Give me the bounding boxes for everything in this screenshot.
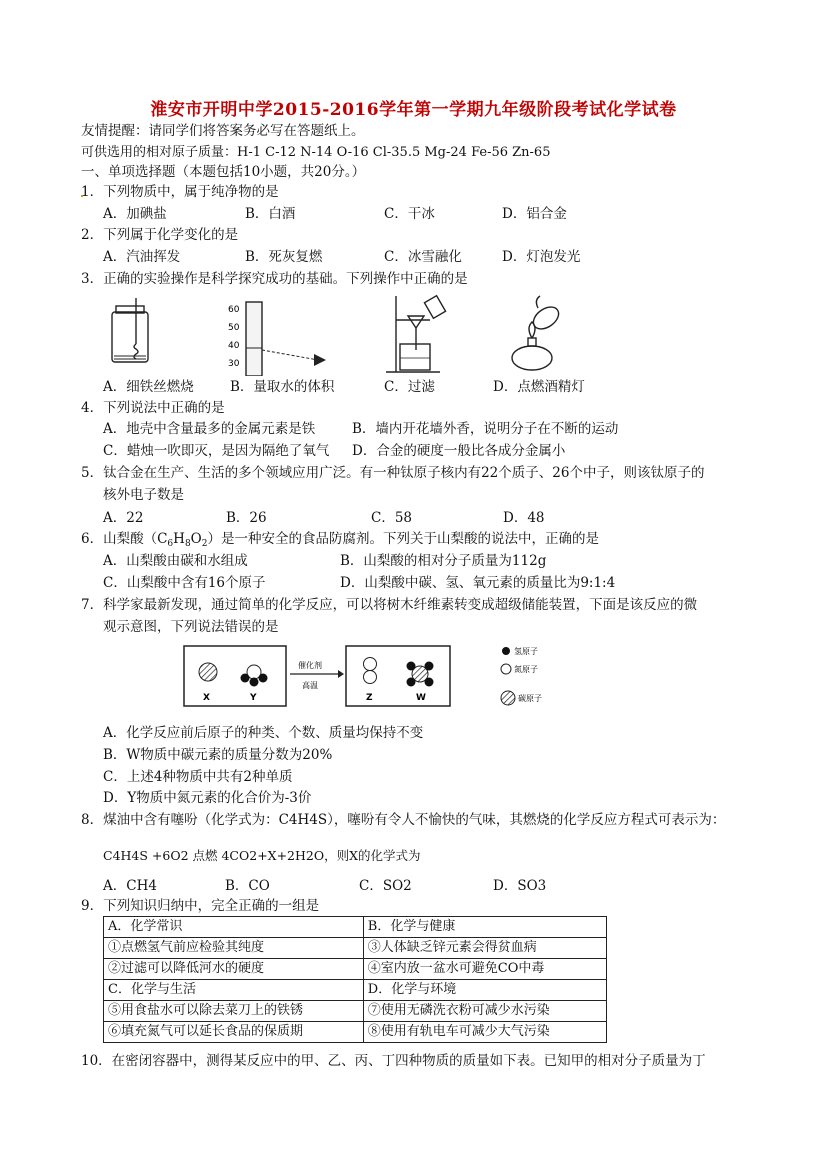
q4-option-c: C．蜡烛一吹即灭，是因为隔绝了氧气 [103, 443, 330, 459]
table-cell: ⑦使用无磷洗衣粉可减少水污染 [363, 1001, 606, 1022]
nitrogen-atom-z [364, 671, 377, 684]
q6-option-b: B．山梨酸的相对分子质量为112g [340, 553, 547, 569]
legend-nitrogen-label: 氮原子 [514, 665, 538, 674]
hydrogen-atom [425, 678, 434, 687]
q5-option-c: C．58 [371, 510, 413, 526]
q5-option-d: D．48 [503, 510, 545, 526]
q6-option-c: C．山梨酸中含有16个原子 [103, 575, 266, 591]
table-cell: D．化学与环境 [363, 980, 606, 1001]
table-cell: ⑥填充氮气可以延长食品的保质期 [104, 1022, 364, 1043]
q7-stem-2: 观示意图，下列说法错误的是 [103, 619, 279, 635]
table-cell: ⑧使用有轨电车可减少大气污染 [363, 1022, 606, 1043]
table-cell: ⑤用食盐水可以除去菜刀上的铁锈 [104, 1001, 364, 1022]
q2-option-a: A．汽油挥发 [103, 249, 181, 265]
q1-stem: 1．下列物质中，属于纯净物的是 [81, 184, 279, 200]
table-row [104, 938, 607, 959]
table-cell: ④室内放一盆水可避免CO中毒 [363, 959, 606, 980]
q4-option-d: D．合金的硬度一般比各成分金属小 [352, 443, 566, 459]
atomic-masses-line: 可供选用的相对原子质量：H-1 C-12 N-14 O-16 Cl-35.5 Mg-24 Fe-56 Zn-65 [81, 145, 551, 160]
q2-option-c: C．冰雪融化 [384, 249, 462, 265]
q8-option-c: C．SO2 [359, 878, 412, 894]
q7-option-a: A．化学反应前后原子的种类、个数、质量均保持不变 [103, 725, 424, 741]
q8-equation: C4H4S +6O2 点燃 4CO2+X+2H2O，则X的化学式为 [103, 848, 421, 863]
table-cell: B．化学与健康 [363, 917, 606, 938]
q10-stem: 10．在密闭容器中，测得某反应中的甲、乙、丙、丁四种物质的质量如下表。已知甲的相对分子质量为丁 [81, 1053, 706, 1069]
q7-reaction-diagram [180, 642, 580, 714]
legend-nitrogen-icon [501, 664, 511, 674]
q2-option-b: B．死灰复燃 [245, 249, 323, 265]
q8-option-d: D．SO3 [493, 878, 547, 894]
q8-stem: 8．煤油中含有噻吩（化学式为：C4H4S），噻吩有令人不愉快的气味，其燃烧的化学反应方程式可表示为： [81, 812, 726, 828]
q8-option-b: B．CO [225, 878, 270, 894]
table-row [104, 1001, 607, 1022]
q6-option-a: A．山梨酸由碳和水组成 [103, 553, 248, 569]
q3-option-b: B．量取水的体积 [230, 379, 335, 395]
products-box [346, 646, 450, 706]
q7-stem-1: 7．科学家最新发现，通过简单的化学反应，可以将树木纤维素转变成超级储能装置，下面是该反应的微 [81, 597, 698, 613]
legend-carbon-icon [501, 691, 515, 705]
q4-stem: 4．下列说法中正确的是 [81, 400, 225, 416]
hydrogen-atom [259, 674, 268, 683]
cylinder-tick-40: 40 [228, 341, 240, 351]
q4-option-a: A．地壳中含量最多的金属元素是铁 [103, 421, 316, 437]
q5-stem-1: 5．钛合金在生产、生活的多个领域应用广泛。有一种钛原子核内有22个质子、26个中子，则该钛原子的 [81, 465, 705, 481]
condition-label: 高温 [302, 681, 318, 690]
table-cell: A．化学常识 [104, 917, 364, 938]
q7-option-c: C．上述4种物质中共有2种单质 [103, 769, 293, 785]
section-heading: 一、单项选择题（本题包括10小题，共20分。） [81, 164, 366, 180]
table-cell: ①点燃氢气前应检验其纯度 [104, 938, 364, 959]
catalyst-label: 催化剂 [298, 661, 322, 670]
q2-option-d: D．灯泡发光 [502, 249, 581, 265]
table-cell: C．化学与生活 [104, 980, 364, 1001]
legend-hydrogen-label: 氢原子 [514, 647, 538, 656]
q8-option-a: A．CH4 [103, 878, 157, 894]
iron-wire-combustion-figure [112, 298, 148, 362]
table-row [104, 980, 607, 1001]
q1-option-a: A．加碘盐 [103, 206, 167, 222]
table-cell: ③人体缺乏锌元素会得贫血病 [363, 938, 606, 959]
q5-option-b: B．26 [226, 510, 267, 526]
q1-option-d: D．铝合金 [502, 206, 567, 222]
cylinder-tick-50: 50 [228, 323, 240, 333]
hydrogen-atom [425, 662, 434, 671]
alcohol-lamp-figure [512, 296, 563, 370]
q6-stem: 6．山梨酸$(C_6H_8O_2)$是一种安全的食品防腐剂。下列关于山梨酸的说法中，正确的是 [81, 531, 599, 549]
hydrogen-atom [250, 678, 259, 687]
q3-stem: 3．正确的实验操作是科学探究成功的基础。下列操作中正确的是 [81, 271, 468, 287]
label-w: W [416, 693, 426, 703]
q2-stem: 2．下列属于化学变化的是 [81, 227, 239, 243]
table-row [104, 1022, 607, 1043]
nitrogen-atom-z [364, 658, 377, 671]
q1-option-c: C．干冰 [384, 206, 435, 222]
table-row [104, 917, 607, 938]
table-cell: ②过滤可以降低河水的硬度 [104, 959, 364, 980]
q3-option-c: C．过滤 [384, 379, 435, 395]
legend-hydrogen-icon [502, 647, 510, 655]
hydrogen-atom [407, 662, 416, 671]
q7-option-b: B．W物质中碳元素的质量分数为20% [103, 747, 333, 763]
q5-stem-2: 核外电子数是 [103, 487, 184, 503]
knowledge-table [103, 916, 607, 1043]
cylinder-tick-30: 30 [228, 359, 240, 369]
q3-lab-figures [100, 292, 580, 376]
table-row [104, 959, 607, 980]
reactants-box [184, 646, 286, 706]
carbon-atom-x [199, 663, 217, 681]
q1-option-b: B．白酒 [245, 206, 296, 222]
q7-option-d: D．Y物质中氮元素的化合价为-3价 [103, 790, 312, 806]
label-z: Z [366, 693, 373, 703]
cylinder-tick-60: 60 [228, 305, 240, 315]
legend-carbon-label: 碳原子 [518, 694, 542, 703]
q5-option-a: A．22 [103, 510, 144, 526]
filtration-figure [386, 296, 446, 372]
label-x: X [203, 693, 210, 703]
measuring-cylinder-figure [228, 302, 326, 376]
q3-option-a: A．细铁丝燃烧 [103, 379, 194, 395]
hydrogen-atom [241, 674, 250, 683]
q3-option-d: D．点燃酒精灯 [493, 379, 585, 395]
q9-stem: 9．下列知识归纳中，完全正确的一组是 [81, 898, 320, 914]
q6-option-d: D．山梨酸中碳、氢、氧元素的质量比为9:1:4 [340, 575, 616, 591]
q4-option-b: B．墙内开花墙外香，说明分子在不断的运动 [352, 421, 619, 437]
page-title: 淮安市开明中学2015-2016学年第一学期九年级阶段考试化学试卷 [150, 100, 677, 120]
tip-line: 友情提醒：请同学们将答案务必写在答题纸上。 [81, 123, 365, 139]
label-y: Y [250, 693, 257, 703]
hydrogen-atom [407, 678, 416, 687]
